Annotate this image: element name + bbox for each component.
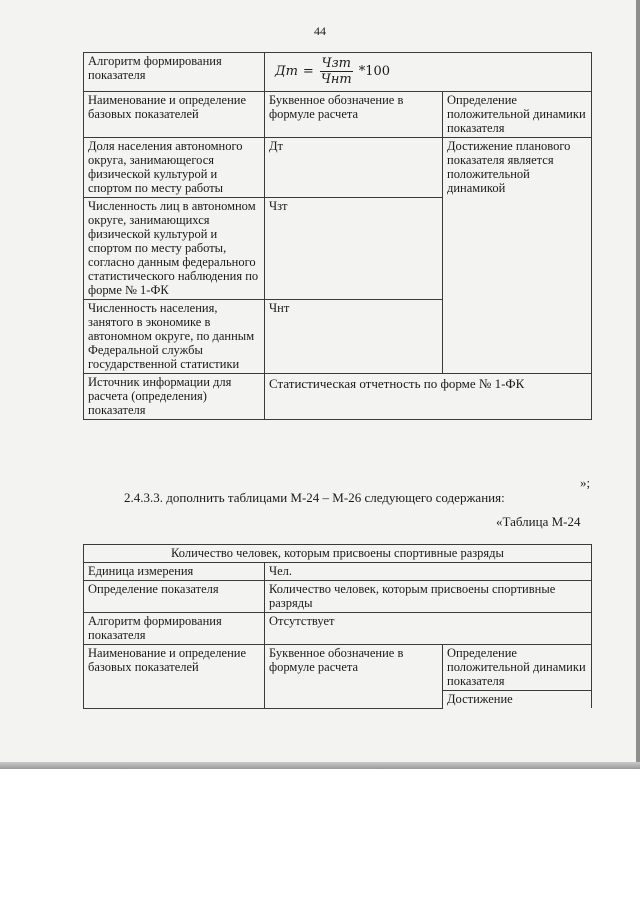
unit-value: Чел. — [265, 563, 592, 581]
partial-cell: Достижение — [443, 691, 592, 709]
row-symbol: Дт — [265, 138, 443, 198]
header-dynamics: Определение положительной динамики показателя — [443, 645, 592, 691]
row-name: Численность населения, занятого в экономике в автономном округе, по данным Федеральной службы государственной статистики — [84, 300, 265, 374]
header-dynamics: Определение положительной динамики показателя — [443, 92, 592, 138]
algorithm-label: Алгоритм формирования показателя — [84, 53, 265, 92]
row-name: Доля населения автономного округа, занимающегося физической культурой и спортом по месту работы — [84, 138, 265, 198]
table-row — [84, 581, 592, 613]
unit-label: Единица измерения — [84, 563, 265, 581]
definition-value: Количество человек, которым присвоены спортивные разряды — [265, 581, 592, 613]
formula-multiplier: *100 — [358, 63, 391, 79]
algorithm-label: Алгоритм формирования показателя — [84, 613, 265, 645]
indicator-table-m23 — [83, 52, 592, 420]
source-value: Статистическая отчетность по форме № 1-ФК — [265, 374, 592, 420]
table-row — [84, 613, 592, 645]
formula-denominator: Чнт — [320, 72, 352, 87]
scan-edge — [0, 762, 640, 769]
formula-numerator: Чзт — [321, 56, 352, 71]
row-symbol: Чнт — [265, 300, 443, 374]
source-label: Источник информации для расчета (определения) показателя — [84, 374, 265, 420]
amendment-text: 2.4.3.3. дополнить таблицами М-24 – М-26 следующего содержания: — [124, 490, 505, 505]
algorithm-value: Отсутствует — [265, 613, 592, 645]
definition-label: Определение показателя — [84, 581, 265, 613]
table-row — [84, 53, 592, 92]
table-row — [84, 563, 592, 581]
table-row — [84, 92, 592, 138]
formula-cell — [265, 53, 592, 92]
formula-fraction — [319, 56, 354, 87]
header-name: Наименование и определение базовых показателей — [84, 645, 265, 709]
formula — [269, 54, 587, 89]
row-name: Численность лиц в автономном округе, занимающихся физической культурой и спортом по месту работы, согласно данным федерального статистического наблюдения по форме № 1-ФК — [84, 198, 265, 300]
row-symbol: Чзт — [265, 198, 443, 300]
page-number: 44 — [314, 24, 326, 38]
header-symbol: Буквенное обозначение в формуле расчета — [265, 645, 443, 709]
formula-eq: = — [302, 63, 314, 79]
closing-quote: »; — [580, 475, 591, 490]
table-row — [84, 374, 592, 420]
table-title: Количество человек, которым присвоены спортивные разряды — [84, 545, 592, 563]
table-caption: «Таблица М-24 — [496, 514, 581, 529]
header-name: Наименование и определение базовых показателей — [84, 92, 265, 138]
table-row — [84, 545, 592, 563]
table-row — [84, 138, 592, 198]
table-row — [84, 645, 592, 691]
dynamics-value: Достижение планового показателя является положительной динамикой — [443, 138, 592, 374]
indicator-table-m24 — [83, 544, 592, 709]
formula-lhs: Дт — [275, 63, 298, 79]
header-symbol: Буквенное обозначение в формуле расчета — [265, 92, 443, 138]
